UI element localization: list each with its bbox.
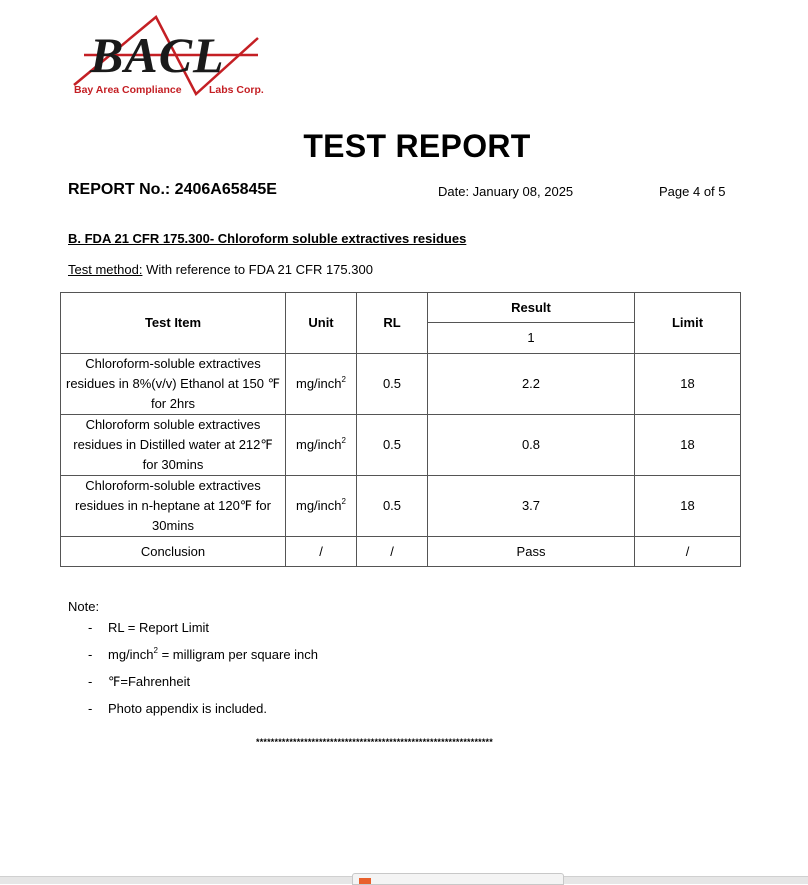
conclusion-row — [61, 537, 741, 567]
row-test-item: Chloroform soluble extractives residues in Distilled water at 212℉ for 30mins — [61, 415, 286, 476]
row-test-item: Chloroform-soluble extractives residues in 8%(v/v) Ethanol at 150 ℉ for 2hrs — [61, 354, 286, 415]
note-item: - Photo appendix is included. — [88, 699, 318, 726]
report-number: REPORT No.: 2406A65845E — [68, 181, 277, 198]
logo-wordmark: BACL — [90, 27, 225, 83]
logo-left-text: Bay Area Compliance — [74, 84, 182, 96]
test-method-text: With reference to FDA 21 CFR 175.300 — [146, 262, 373, 277]
row-unit: mg/inch$^2$ — [286, 354, 357, 415]
row-result: 2.2 — [428, 354, 635, 415]
header-test-item: Test Item — [61, 293, 286, 354]
header-result: Result — [428, 293, 635, 323]
header-result-sample: 1 — [428, 323, 635, 354]
note-item: - ℉=Fahrenheit — [88, 672, 318, 699]
test-method — [68, 262, 373, 277]
header-limit: Limit — [635, 293, 741, 354]
row-unit: mg/inch$^2$ — [286, 476, 357, 537]
end-of-report-marker: **************************************************************** — [256, 737, 493, 747]
header-unit: Unit — [286, 293, 357, 354]
results-table — [60, 292, 741, 567]
row-rl: 0.5 — [357, 354, 428, 415]
page-title: TEST REPORT — [303, 128, 531, 164]
conclusion-limit: / — [635, 537, 741, 567]
table-row — [61, 476, 741, 537]
note-item: - RL = Report Limit — [88, 618, 318, 645]
app-icon — [359, 878, 371, 884]
conclusion-rl: / — [357, 537, 428, 567]
page-number: Page 4 of 5 — [659, 184, 726, 199]
row-limit: 18 — [635, 415, 741, 476]
row-test-item: Chloroform-soluble extractives residues in n-heptane at 120℉ for 30mins — [61, 476, 286, 537]
conclusion-result: Pass — [428, 537, 635, 567]
test-method-label: Test method: — [68, 262, 143, 277]
conclusion-label: Conclusion — [61, 537, 286, 567]
note-bullet: - — [88, 701, 93, 716]
section-title: B. FDA 21 CFR 175.300- Chloroform soluble extractives residues — [68, 231, 467, 246]
logo-right-text: Labs Corp. — [209, 84, 264, 96]
notes-heading: Note: — [68, 599, 100, 614]
conclusion-unit: / — [286, 537, 357, 567]
table-header-row — [61, 293, 741, 323]
viewer-toolbar-tab[interactable] — [352, 873, 564, 885]
header-rl: RL — [357, 293, 428, 354]
note-bullet: - — [88, 674, 93, 689]
row-limit: 18 — [635, 476, 741, 537]
row-result: 0.8 — [428, 415, 635, 476]
report-date: Date: January 08, 2025 — [438, 184, 574, 199]
row-result: 3.7 — [428, 476, 635, 537]
notes-list — [88, 618, 318, 726]
company-logo — [72, 14, 272, 100]
note-bullet: - — [88, 647, 93, 662]
row-limit: 18 — [635, 354, 741, 415]
table-row — [61, 354, 741, 415]
row-rl: 0.5 — [357, 476, 428, 537]
row-rl: 0.5 — [357, 415, 428, 476]
note-bullet: - — [88, 620, 93, 635]
table-row — [61, 415, 741, 476]
row-unit: mg/inch$^2$ — [286, 415, 357, 476]
note-item: - mg/inch$^2$ = milligram per square inch — [88, 645, 318, 672]
